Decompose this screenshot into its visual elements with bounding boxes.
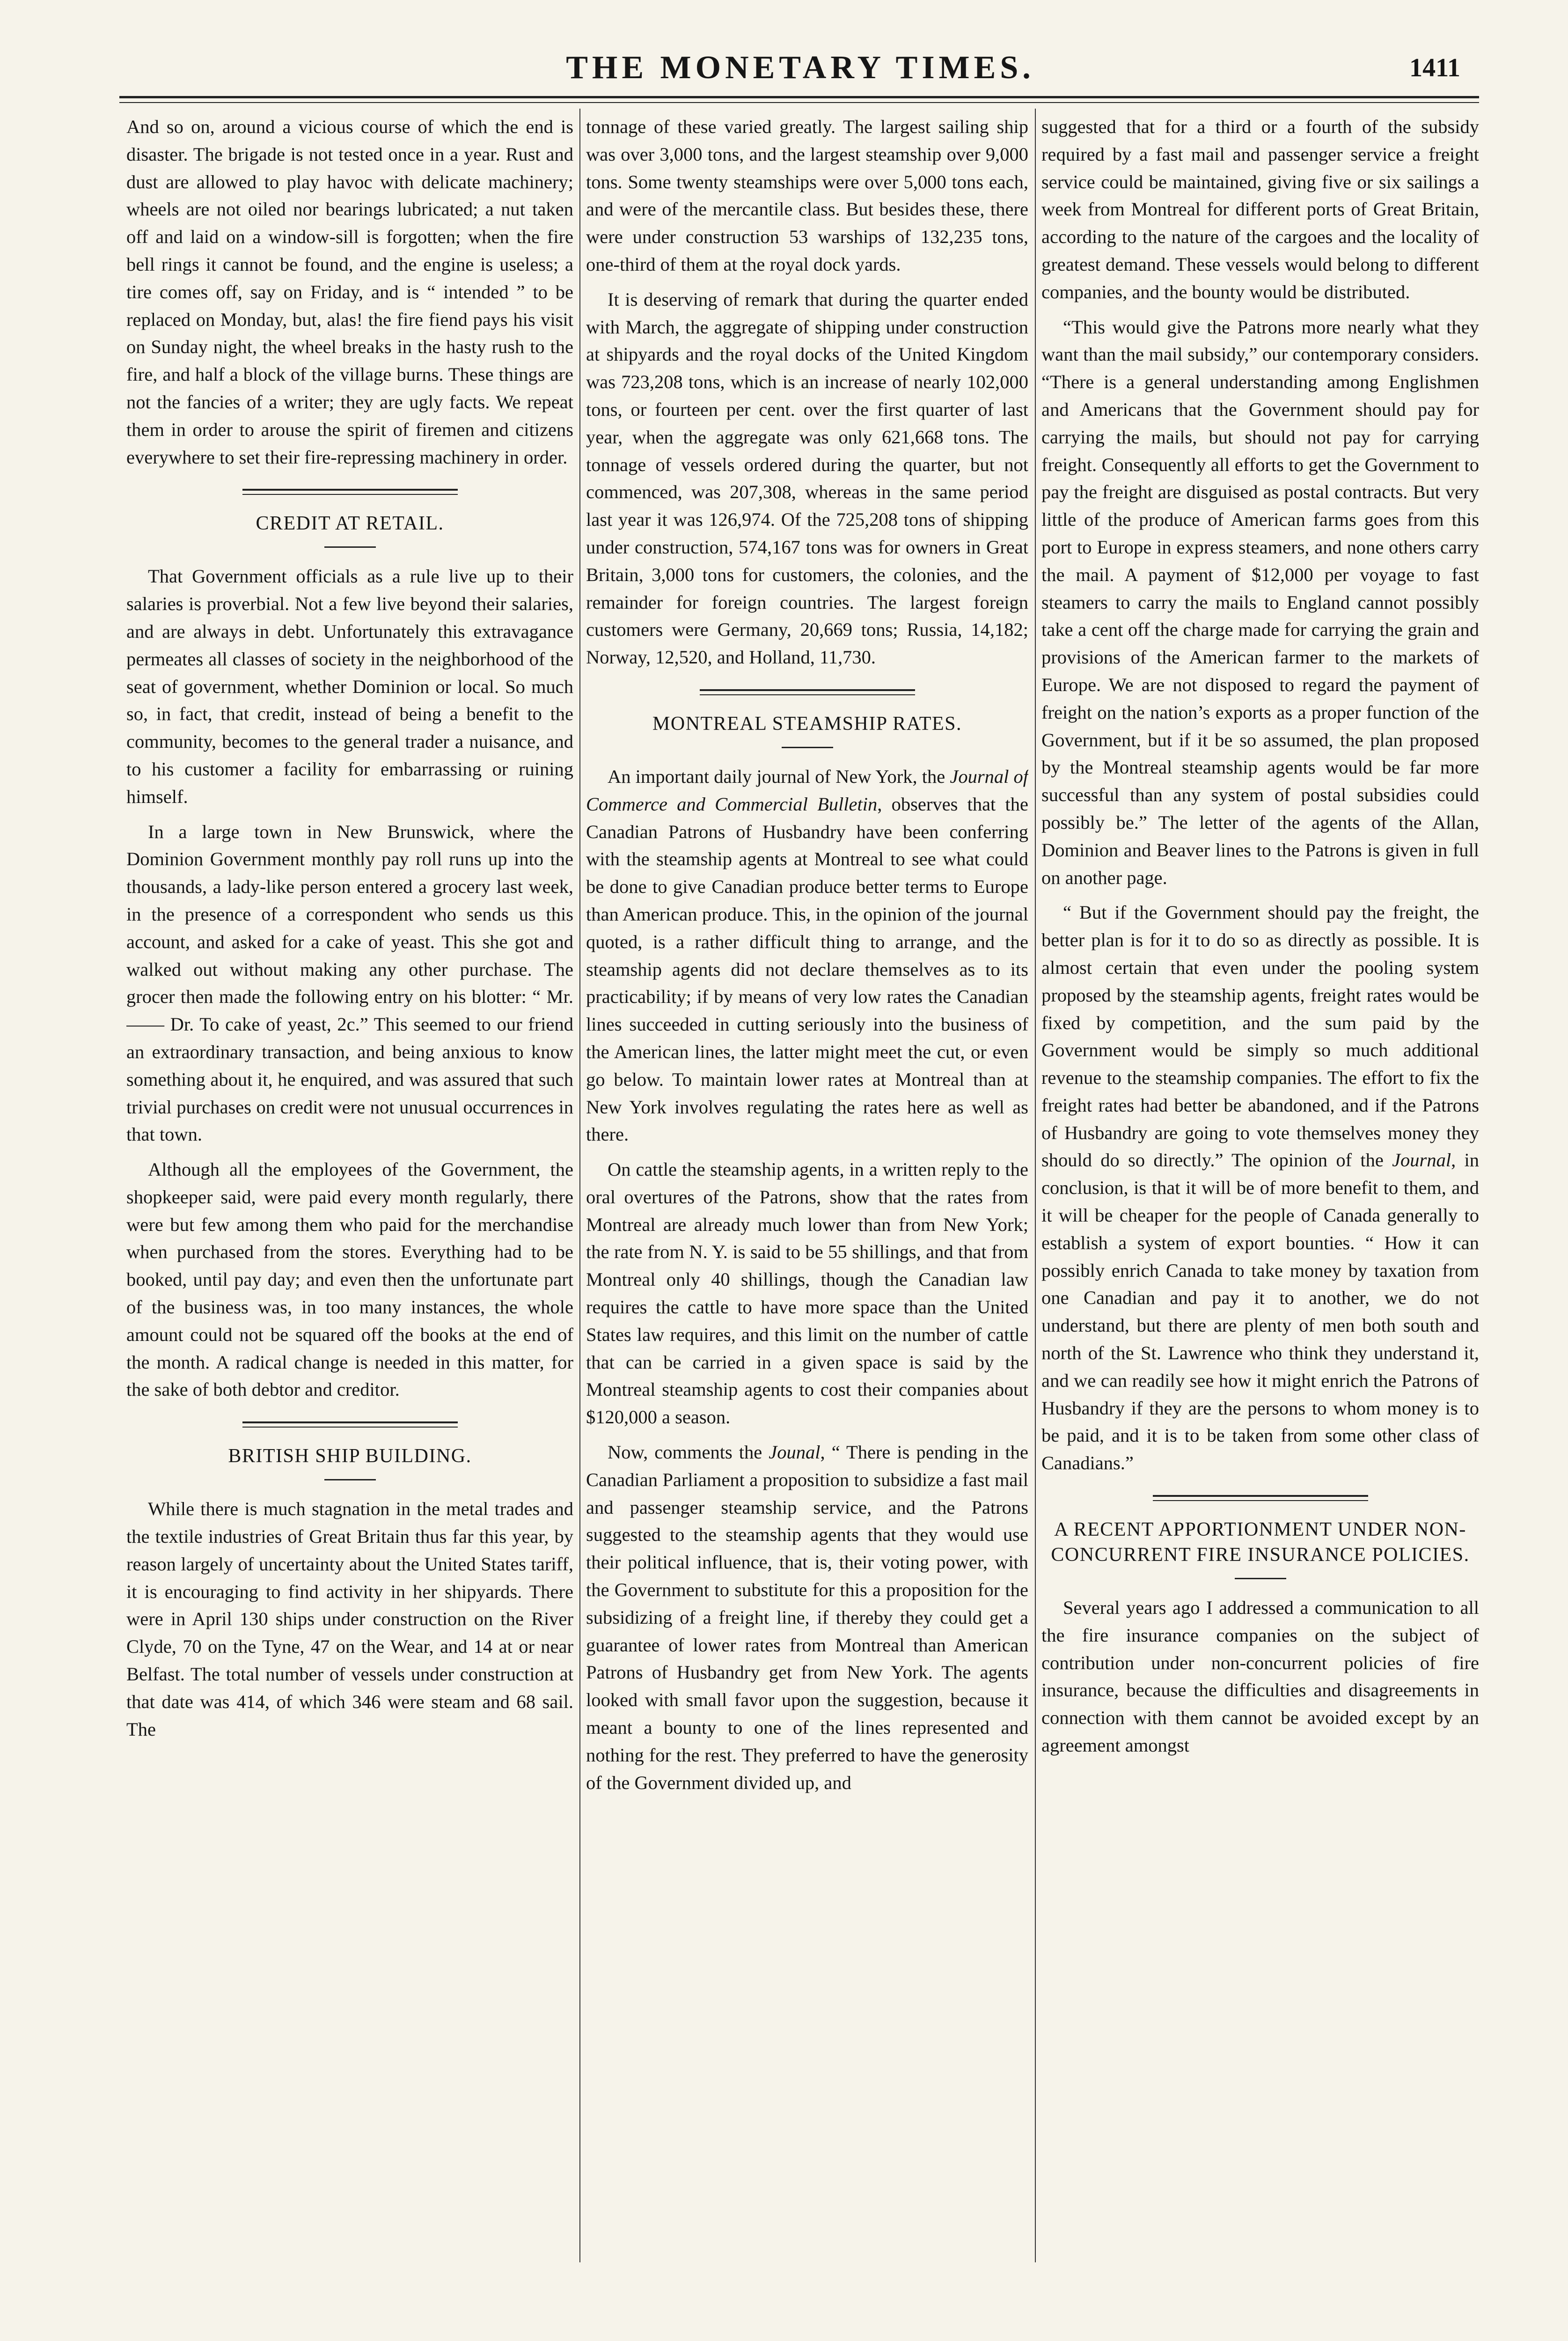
article-paragraph: On cattle the steamship agents, in a written reply to the oral overtures of the Patrons, show that the rates from Montreal are already much lower than from New York; the rate from N. Y. is said to be 55 shillings, and that from Montreal only 40 shillings, though the Canadian law requires the cattle to have more space than the United States law requires, and this limit on the number of cattle that can be carried in a given space is said by the Montreal steamship agents to cost their companies about $120,000 a season. — [586, 1159, 1028, 1428]
column-divider — [1035, 109, 1036, 2262]
publication-title: THE MONETARY TIMES. — [566, 50, 1035, 86]
heading-rule — [782, 747, 833, 748]
publication-name: Journal of Commerce and Commercial Bulletin — [586, 766, 1028, 815]
heading-rule — [324, 546, 376, 548]
publication-name: Journal — [1392, 1149, 1451, 1171]
article-paragraph: Now, comments the Jounal, “ There is pending in the Canadian Parliament a proposition to subsidize a fast mail and passenger steamship service, and the Patrons suggested to the steamship agents that they would use their political influence, that is, their voting power, with the Government to substitute for this a proposition for the subsidizing of a freight line, if thereby they could get a guarantee of lower rates from Montreal than American Patrons of Husbandry get from New York. The agents looked with small favor upon the suggestion, because it meant a bounty to one of the lines represented and nothing for the rest. They preferred to have the generosity of the Government divided up, and — [586, 1442, 1028, 1793]
article-paragraph: “This would give the Patrons more nearly what they want than the mail subsidy,” our contemporary considers. “There is a general understanding among Englishmen and Americans that the Government should pay for carrying the mails, but should not pay for carrying freight. Consequently all efforts to get the Government to pay the freight are disguised as postal contracts. But very little of the produce of American farms goes from this port to Europe in express steamers, and none others carry the mail. A payment of $12,000 per voyage to fast steamers to carry the mails to England cannot possibly take a cent off the charge made for carrying the grain and provisions of the American farmer to the markets of Europe. We are not disposed to regard the payment of freight on the nation’s exports as a proper function of the Government, but if it be so assumed, the plan proposed by the Montreal steamship agents would be far more successful than any system of postal subsidies could possibly be.” The letter of the agents of the Allan, Dominion and Beaver lines to the Patrons is given in full on another page. — [1041, 316, 1479, 888]
heading-rule — [1235, 1578, 1286, 1579]
section-heading-recent-apportionment: A RECENT APPORTIONMENT UNDER NON-CONCURRENT FIRE INSURANCE POLICIES. — [1051, 1519, 1470, 1566]
article-paragraph: And so on, around a vicious course of which the end is disaster. The brigade is not tested once in a year. Rust and dust are allowed to play havoc with delicate machinery; wheels are not oiled nor bearings lubricated; a nut taken off and laid on a window-sill is forgotten; when the fire bell rings it cannot be found, and the engine is useless; a tire comes off, say on Friday, and is “ intended ” to be replaced on Monday, but, alas! the fire fiend pays his visit on Sunday night, the wheel breaks in the hasty rush to the fire, and half a block of the village burns. These things are not the fancies of a writer; they are ugly facts. We repeat them in order to arouse the spirit of firemen and citizens everywhere to set their fire-repressing machinery in order. — [126, 116, 573, 468]
article-paragraph: It is deserving of remark that during the quarter ended with March, the aggregate of shipping under construction at shipyards and the royal docks of the United Kingdom was 723,208 tons, which is an increase of nearly 102,000 tons, or fourteen per cent. over the first quarter of last year, when the aggregate was only 621,668 tons. The tonnage of vessels ordered during the quarter, but not commenced, was 207,308, whereas in the same period last year it was 126,974. Of the 725,208 tons of shipping under construction, 574,167 tons was for owners in Great Britain, 3,000 tons for customers, the colonies, and the remainder for foreign countries. The largest foreign customers were Germany, 20,669 tons; Russia, 14,182; Norway, 12,520, and Holland, 11,730. — [586, 288, 1028, 668]
column-1 — [126, 113, 573, 2260]
publication-name: Jounal — [769, 1442, 821, 1463]
article-paragraph: That Government officials as a rule live up to their salaries is proverbial. Not a few live beyond their salaries, and are always in debt. Unfortunately this extravagance permeates all classes of society in the neighborhood of the seat of government, whether Dominion or local. So much so, in fact, that credit, instead of being a benefit to the community, becomes to the general trader a nuisance, and to his customer a facility for embarrassing or ruining himself. — [126, 566, 573, 807]
section-separator — [242, 1421, 458, 1428]
section-separator — [242, 489, 458, 495]
article-paragraph: suggested that for a third or a fourth of the subsidy required by a fast mail and passenger service a freight service could be maintained, giving five or six sailings a week from Montreal for different ports of Great Britain, according to the nature of the cargoes and the locality of greatest demand. These vessels would belong to different companies, and the bounty would be distributed. — [1041, 116, 1479, 302]
section-heading-credit-at-retail: CREDIT AT RETAIL. — [256, 513, 444, 535]
column-2 — [586, 113, 1028, 2260]
page-number: 1411 — [1409, 53, 1460, 82]
article-paragraph: Although all the employees of the Government, the shopkeeper said, were paid every month regularly, there were but few among them who paid for the merchandise when purchased from the stores. Everything had to be booked, until pay day; and even then the unfortunate part of the business was, in too many instances, the whole amount could not be squared off the books at the end of the month. A radical change is needed in this matter, for the sake of both debtor and creditor. — [126, 1159, 573, 1400]
article-paragraph: Several years ago I addressed a communication to all the fire insurance companies on the subject of contribution under non-concurrent policies of fire insurance, because the difficulties and disagreements in connection with them cannot be avoided except by an agreement amongst — [1041, 1597, 1479, 1756]
header-rule — [119, 96, 1479, 98]
header-rule-thin — [119, 102, 1479, 103]
column-3 — [1041, 113, 1479, 2260]
section-heading-british-ship-building: BRITISH SHIP BUILDING. — [228, 1445, 472, 1467]
article-paragraph: In a large town in New Brunswick, where the Dominion Government monthly pay roll runs up into the thousands, a lady-like person entered a grocery last week, in the presence of a correspondent who sends us this account, and asked for a cake of yeast. This she got and walked out without making any other purchase. The grocer then made the following entry on his blotter: “ Mr. —— Dr. To cake of yeast, 2c.” This seemed to our friend an extraordinary transaction, and being anxious to know something about it, he enquired, and was assured that such trivial purchases on credit were not unusual occurrences in that town. — [126, 821, 573, 1145]
article-paragraph: While there is much stagnation in the metal trades and the textile industries of Great Britain thus far this year, by reason largely of uncertainty about the United States tariff, it is encouraging to find activity in her shipyards. There were in April 130 ships under construction on the River Clyde, 70 on the Tyne, 47 on the Wear, and 14 at or near Belfast. The total number of vessels under construction at that date was 414, of which 346 were steam and 68 sail. The — [126, 1498, 573, 1740]
section-separator — [1153, 1495, 1368, 1501]
masthead — [122, 44, 1479, 91]
column-divider — [579, 109, 580, 2262]
article-paragraph: An important daily journal of New York, the Journal of Commerce and Commercial Bulletin, observes that the Canadian Patrons of Husbandry have been conferring with the steamship agents at Montreal to see what could be done to give Canadian produce better terms to Europe than American produce. This, in the opinion of the journal quoted, is a rather difficult thing to arrange, and the steamship agents did not declare themselves as to its practicability; if by means of very low rates the Canadian lines succeeded in cutting seriously into the business of the American lines, the latter might meet the cut, or even go below. To maintain lower rates at Montreal than at New York involves regulating the rates here as well as there. — [586, 766, 1028, 1145]
heading-rule — [324, 1479, 376, 1480]
article-paragraph: tonnage of these varied greatly. The largest sailing ship was over 3,000 tons, and the largest steamship over 9,000 tons. Some twenty steamships were over 5,000 tons each, and were of the mercantile class. But besides these, there were under construction 53 warships of 132,235 tons, one-third of them at the royal dock yards. — [586, 116, 1028, 275]
section-separator — [700, 689, 915, 695]
article-paragraph: “ But if the Government should pay the freight, the better plan is for it to do so as directly as possible. It is almost certain that even under the pooling system proposed by the steamship agents, freight rates would be fixed by competition, and the sum paid by the Government would be simply so much additional revenue to the steamship companies. The effort to fix the freight rates had better be abandoned, and if the Patrons of Husbandry are going to vote themselves money they should do so directly.” The opinion of the Journal, in conclusion, is that it will be of more benefit to them, and it will be cheaper for the people of Canada generally to establish a system of export bounties. “ How it can possibly enrich Canada to take money by taxation from one Canadian and pay it to another, we do not understand, but there are plenty of men both south and north of the St. Lawrence who think they understand it, and we can readily see how it might enrich the Patrons of Husbandry if they are the persons to whom money is to be paid, and it is to be taken from some other class of Canadians.” — [1041, 902, 1479, 1474]
section-heading-montreal-steamship-rates: MONTREAL STEAMSHIP RATES. — [652, 713, 962, 735]
